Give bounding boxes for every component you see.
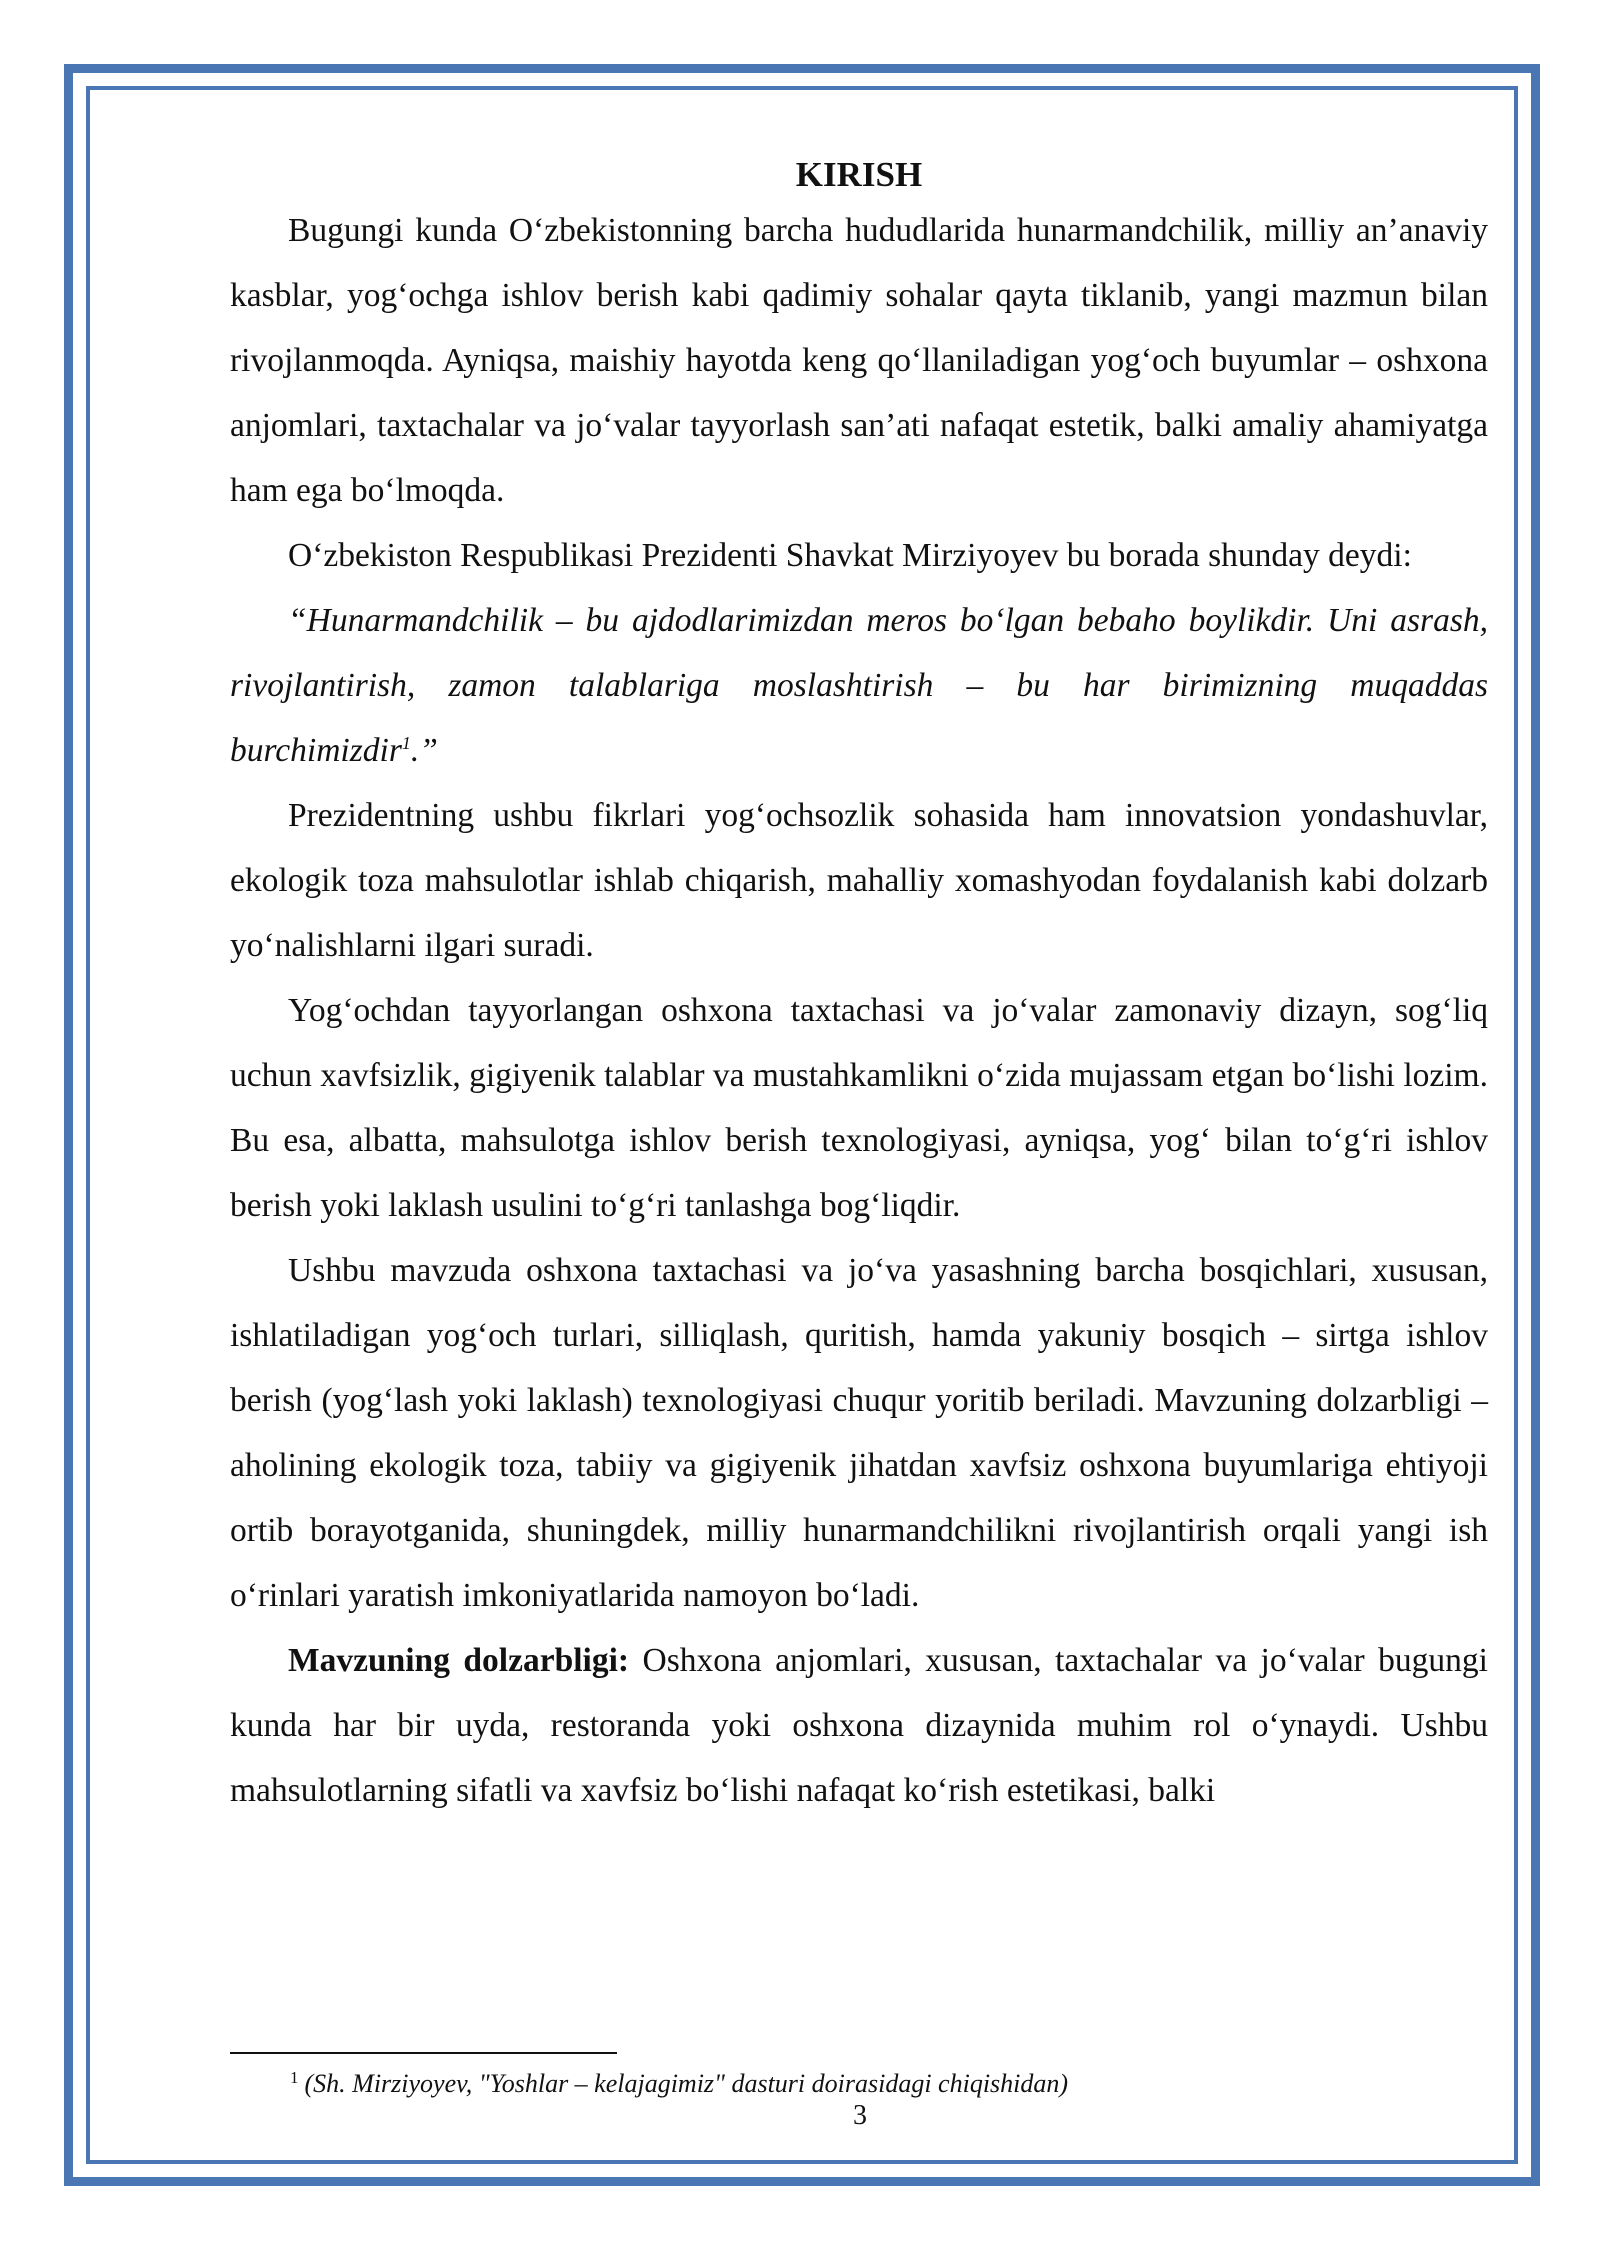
paragraph-relevance [230, 1628, 1488, 1823]
paragraph-topic: Ushbu mavzuda oshxona taxtachasi va jo‘va yasashning barcha bosqichlari, xususan, ishlatiladigan yog‘och turlari, silliqlash, quritish, hamda yakuniy bosqich – sirtga ishlov berish (yog‘lash yoki laklash) texnologiyasi chuqur yoritib beriladi. Mavzuning dolzarbligi – aholining ekologik toza, tabiiy va gigiyenik jihatdan xavfsiz oshxona buyumlariga ehtiyoji ortib borayotganida, shuningdek, milliy hunarmandchilikni rivojlantirish orqali yangi ish o‘rinlari yaratish imkoniyatlarida namoyon bo‘ladi. [230, 1252, 1488, 1614]
paragraph-innovation: Prezidentning ushbu fikrlari yog‘ochsozlik sohasida ham innovatsion yondashuvlar, ekologik toza mahsulotlar ishlab chiqarish, mahalliy xomashyodan foydalanish kabi dolzarb yo‘nalishlarni ilgari suradi. [230, 797, 1488, 964]
paragraph-design: Yog‘ochdan tayyorlangan oshxona taxtachasi va jo‘valar zamonaviy dizayn, sog‘liq uchun xavfsizlik, gigiyenik talablar va mustahkamlikni o‘zida mujassam etgan bo‘lishi lozim. Bu esa, albatta, mahsulotga ishlov berish texnologiyasi, ayniqsa, yog‘ bilan to‘g‘ri ishlov berish yoki laklash usulini to‘g‘ri tanlashga bog‘liqdir. [230, 992, 1488, 1224]
president-quote [230, 588, 1488, 783]
quote-end: .” [410, 732, 438, 769]
page-number: 3 [853, 2100, 867, 2131]
relevance-text: Oshxona anjomlari, xususan, taxtachalar va jo‘valar bugungi kunda har bir uyda, restoranda yoki oshxona dizaynida muhim rol o‘ynaydi. Ushbu mahsulotlarning sifatli va xavfsiz bo‘lishi nafaqat ko‘rish estetikasi, balki [230, 1642, 1488, 1809]
footnote-separator [230, 2052, 617, 2054]
document-body [230, 150, 1488, 1823]
paragraph-president: O‘zbekiston Respublikasi Prezidenti Shavkat Mirziyoyev bu borada shunday deydi: [288, 537, 1412, 574]
footnote [290, 2068, 1068, 2099]
footnote-marker: 1 [290, 2068, 299, 2087]
relevance-heading: Mavzuning dolzarbligi: [288, 1642, 630, 1679]
footnote-text: (Sh. Mirziyoyev, "Yoshlar – kelajagimiz" dasturi doirasidagi chiqishidan) [304, 2069, 1069, 2098]
footnote-reference: 1 [401, 732, 411, 753]
paragraph-intro: Bugungi kunda O‘zbekistonning barcha hududlarida hunarmandchilik, milliy an’anaviy kasblar, yog‘ochga ishlov berish kabi qadimiy sohalar qayta tiklanib, yangi mazmun bilan rivojlanmoqda. Ayniqsa, maishiy hayotda keng qo‘llaniladigan yog‘och buyumlar – oshxona anjomlari, taxtachalar va jo‘valar tayyorlash san’ati nafaqat estetik, balki amaliy ahamiyatga ham ega bo‘lmoqda. [230, 212, 1488, 509]
section-title: KIRISH [795, 155, 923, 194]
quote-text: “Hunarmandchilik – bu ajdodlarimizdan meros bo‘lgan bebaho boylikdir. Uni asrash, rivojlantirish, zamon talablariga moslashtirish – bu har birimizning muqaddas burchimizdir [230, 602, 1488, 769]
